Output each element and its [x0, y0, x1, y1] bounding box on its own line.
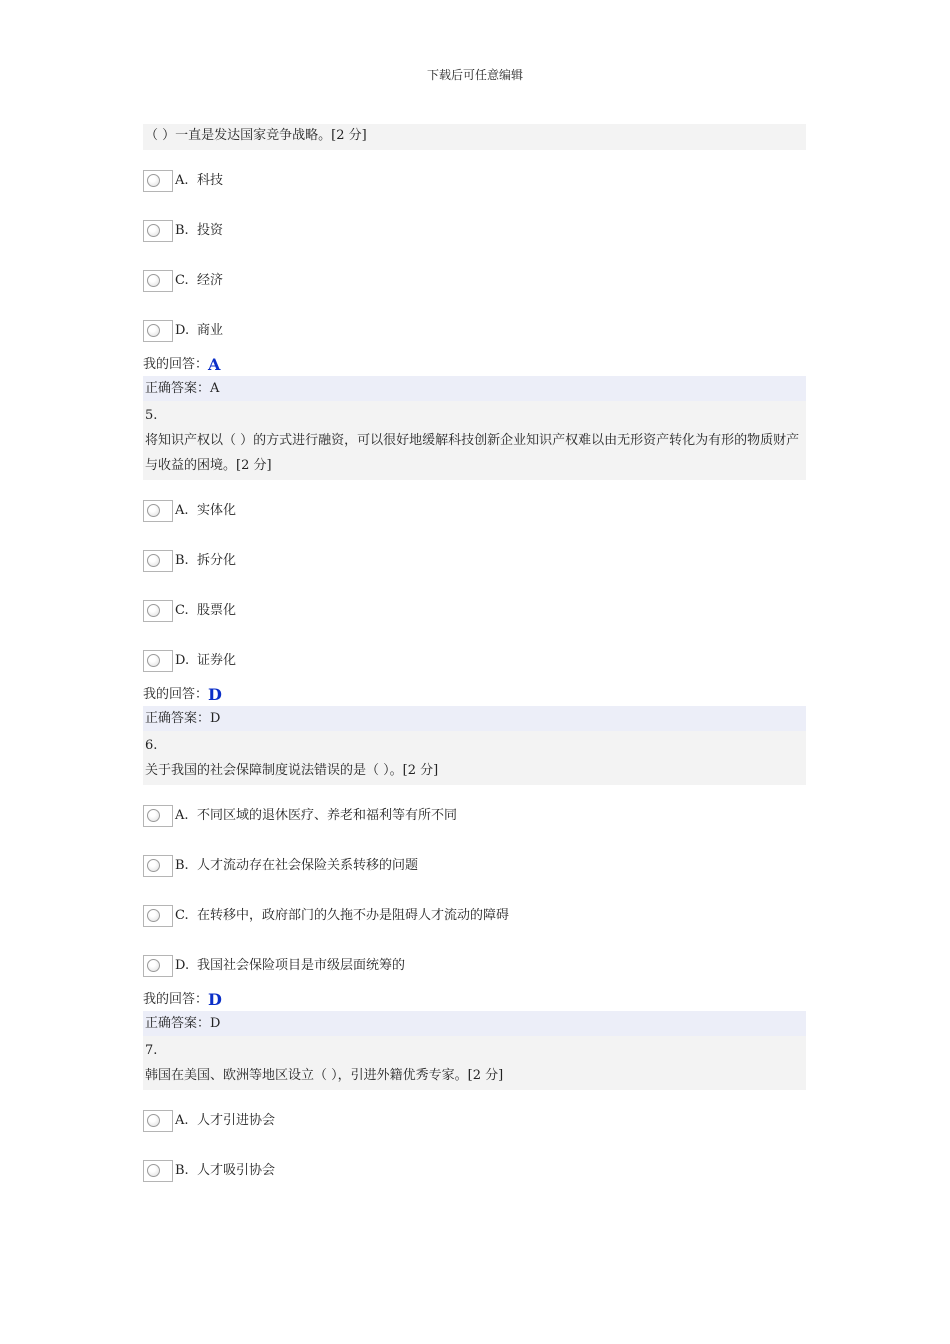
option-letter: A. [175, 503, 189, 518]
option-text: 在转移中，政府部门的久拖不办是阻碍人才流动的障碍 [197, 908, 510, 923]
option-letter: D. [175, 653, 190, 668]
option-c[interactable] [143, 244, 806, 294]
my-answer-label: 我的回答： [143, 687, 209, 702]
question-number: 7. [145, 1043, 158, 1058]
radio-button[interactable] [143, 600, 173, 622]
option-letter: A. [175, 173, 189, 188]
option-text: 经济 [197, 273, 224, 288]
option-letter: C. [175, 908, 189, 923]
option-letter: A. [175, 808, 189, 823]
quiz-content [143, 124, 806, 1184]
option-letter: C. [175, 603, 189, 618]
question-text: （ ）一直是发达国家竞争战略。[2 分] [145, 128, 367, 143]
option-c[interactable] [143, 879, 806, 929]
radio-button[interactable] [143, 855, 173, 877]
radio-button[interactable] [143, 220, 173, 242]
radio-button[interactable] [143, 905, 173, 927]
option-c[interactable] [143, 574, 806, 624]
option-text: 证券化 [197, 653, 237, 668]
option-text: 人才吸引协会 [197, 1163, 276, 1178]
question-text: 韩国在美国、欧洲等地区设立（ ），引进外籍优秀专家。[2 分] [145, 1068, 504, 1083]
option-letter: A. [175, 1113, 189, 1128]
option-b[interactable] [143, 524, 806, 574]
question-text: 关于我国的社会保障制度说法错误的是（ ）。[2 分] [145, 763, 439, 778]
option-d[interactable] [143, 624, 806, 674]
option-letter: B. [175, 223, 189, 238]
option-text: 人才引进协会 [197, 1113, 276, 1128]
option-text: 拆分化 [197, 553, 237, 568]
page-header: 下载后可任意编辑 [426, 68, 523, 82]
option-b[interactable] [143, 1134, 806, 1184]
option-letter: B. [175, 858, 189, 873]
option-text: 科技 [197, 173, 224, 188]
question-block [143, 1036, 806, 1090]
correct-answer: 正确答案：D [143, 706, 806, 731]
question-block [143, 124, 806, 150]
option-text: 商业 [197, 323, 224, 338]
option-text: 人才流动存在社会保险关系转移的问题 [197, 858, 419, 873]
option-d[interactable] [143, 294, 806, 344]
option-letter: B. [175, 553, 189, 568]
option-b[interactable] [143, 829, 806, 879]
option-d[interactable] [143, 929, 806, 979]
correct-answer: 正确答案：A [143, 376, 806, 401]
option-letter: C. [175, 273, 189, 288]
radio-button[interactable] [143, 550, 173, 572]
option-a[interactable] [143, 785, 806, 829]
question-text: 将知识产权以（ ）的方式进行融资，可以很好地缓解科技创新企业知识产权难以由无形资产转化为有形的物质财产与收益的困境。[2 分] [145, 433, 800, 473]
option-letter: B. [175, 1163, 189, 1178]
question-number: 6. [145, 738, 158, 753]
radio-button[interactable] [143, 500, 173, 522]
radio-button[interactable] [143, 1110, 173, 1132]
option-text: 实体化 [197, 503, 237, 518]
my-answer [143, 354, 806, 376]
radio-button[interactable] [143, 170, 173, 192]
option-a[interactable] [143, 480, 806, 524]
option-text: 投资 [197, 223, 224, 238]
question-number: 5. [145, 408, 158, 423]
my-answer-value: D [208, 990, 222, 1009]
option-letter: D. [175, 323, 190, 338]
my-answer [143, 989, 806, 1011]
radio-button[interactable] [143, 1160, 173, 1182]
option-text: 股票化 [197, 603, 237, 618]
radio-button[interactable] [143, 320, 173, 342]
radio-button[interactable] [143, 270, 173, 292]
my-answer-label: 我的回答： [143, 992, 209, 1007]
option-a[interactable] [143, 150, 806, 194]
my-answer [143, 684, 806, 706]
option-b[interactable] [143, 194, 806, 244]
correct-answer: 正确答案：D [143, 1011, 806, 1036]
my-answer-label: 我的回答： [143, 357, 209, 372]
radio-button[interactable] [143, 650, 173, 672]
my-answer-value: A [208, 355, 221, 374]
question-block [143, 401, 806, 480]
my-answer-value: D [208, 685, 222, 704]
option-text: 我国社会保险项目是市级层面统筹的 [197, 958, 406, 973]
option-text: 不同区域的退休医疗、养老和福利等有所不同 [197, 808, 458, 823]
option-a[interactable] [143, 1090, 806, 1134]
question-block [143, 731, 806, 785]
radio-button[interactable] [143, 805, 173, 827]
radio-button[interactable] [143, 955, 173, 977]
option-letter: D. [175, 958, 190, 973]
